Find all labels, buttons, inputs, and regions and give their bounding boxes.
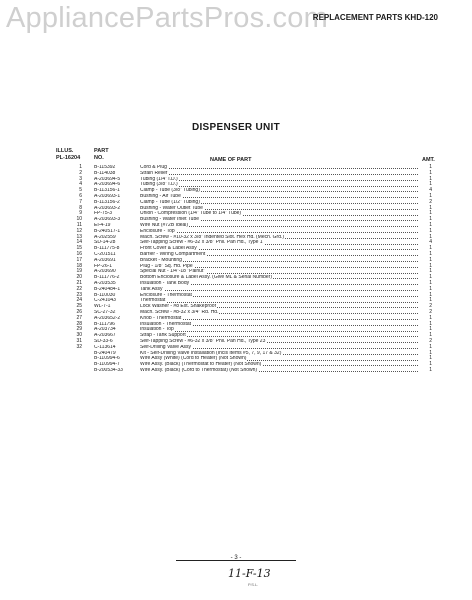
- part-name-text: Wire Assy. (Black) (Thermostat to Heater) (Not Shown): [140, 362, 262, 368]
- illus-number: [62, 368, 94, 374]
- part-number: A-203694-6: [94, 182, 121, 188]
- part-amount: 1: [429, 256, 432, 263]
- part-name-text: Clamp - Tube (1/2" Tubing): [140, 199, 200, 205]
- illus-number: 24: [76, 297, 82, 304]
- part-amount: 1: [429, 204, 432, 211]
- part-name-text: Self-Tapping Screw - #6-32 x 3/8" Phil. Pan Hd., Type 1: [140, 240, 263, 246]
- part-amount: 1: [429, 366, 432, 373]
- part-name-text: Enclosure - Thermostat: [140, 292, 192, 298]
- part-amount: 1: [429, 332, 432, 339]
- part-name: [140, 368, 418, 374]
- column-header-name: NAME OF PART: [210, 157, 252, 163]
- illus-number: 22: [76, 285, 82, 292]
- part-amount: 2: [429, 308, 432, 315]
- part-number: C-113614: [94, 344, 116, 350]
- part-name-text: Thermostat: [140, 298, 166, 304]
- handwritten-note: 11-F-13: [228, 567, 271, 580]
- illus-number: 13: [76, 233, 82, 240]
- part-number: B-110030: [94, 292, 116, 298]
- illus-number: 27: [76, 314, 82, 321]
- part-number: SD-14-28: [94, 240, 116, 246]
- part-amount: 1: [429, 326, 432, 333]
- part-number: FP-26-1: [94, 263, 113, 269]
- page-number: - 3 -: [230, 555, 242, 561]
- part-name-text: Enclosure - Top: [140, 228, 175, 234]
- part-number: A-203693-2: [94, 205, 121, 211]
- part-name-text: Tank Assy: [140, 286, 163, 292]
- part-name-text: Bottom Enclosure & Label Assy. (Give ML & Serial Number): [140, 275, 272, 281]
- illus-number: 21: [76, 279, 82, 286]
- part-number: B-113156-1: [94, 188, 120, 194]
- part-amount: 1: [429, 285, 432, 292]
- footnote-text: P.S.L.: [248, 582, 259, 587]
- part-amount: 1: [429, 349, 432, 356]
- part-name-text: Mach. Screw - #10-32 x 3/8" Indented Slot. Hex Hd. (Mech. Grd.): [140, 234, 285, 240]
- part-name-text: Self-Drilling Valve Assy: [140, 344, 192, 350]
- part-number: SD-33-6: [94, 338, 113, 344]
- illus-number: 19: [76, 268, 82, 275]
- part-number: B-240479: [94, 350, 116, 356]
- part-amount: 1: [429, 245, 432, 252]
- illus-number: 10: [76, 216, 82, 223]
- part-name-text: Insulation - Tank Body: [140, 280, 190, 286]
- part-name-text: Bracket - Mounting: [140, 257, 182, 263]
- illus-number: 2: [79, 169, 82, 176]
- illus-number: 6: [79, 192, 82, 199]
- part-name-text: Lock Washer - #8 Ext. Shakeproof: [140, 304, 216, 310]
- part-number: WL-7-1: [94, 304, 111, 310]
- part-number: B-111776-2: [94, 275, 120, 281]
- part-number: B-111796: [94, 321, 115, 327]
- part-number: A-203691: [94, 257, 116, 263]
- part-number: FP-75-3: [94, 211, 113, 217]
- part-amount: 1: [429, 250, 432, 257]
- illus-number: 23: [76, 291, 82, 298]
- illus-number: 3: [79, 175, 82, 182]
- part-number: B-114038: [94, 170, 116, 176]
- part-number: C-241043: [94, 298, 116, 304]
- part-amount: 1: [429, 164, 432, 170]
- part-name-text: Self-Tapping Screw - #6-32 x 3/8" Phil. Pan Hd., Type 23: [140, 338, 266, 344]
- illus-number: 4: [79, 181, 82, 188]
- part-name-text: Tubing (1/4" I.D.): [140, 176, 178, 182]
- part-amount: 1: [429, 314, 432, 321]
- part-amount: 1: [429, 233, 432, 240]
- part-name-text: Strap - Tank Support: [140, 333, 186, 339]
- illus-number: 29: [76, 326, 82, 333]
- part-amount: 4: [429, 187, 432, 194]
- part-amount: 1: [429, 227, 432, 234]
- part-name-text: Insulation - Thermostat: [140, 321, 192, 327]
- illus-header-line2: PL-16204: [56, 154, 81, 161]
- column-header-amount: AMT.: [422, 157, 435, 163]
- part-number: A-203690: [94, 269, 116, 275]
- illus-number: 25: [76, 303, 82, 310]
- part-number: B-200534-33: [94, 367, 123, 373]
- part-number: C-201511: [94, 251, 116, 257]
- part-name-text: Front Cover & Label Assy: [140, 246, 197, 252]
- part-number: A-203693-1: [94, 193, 121, 199]
- part-name-text: Bushing - Water Outlet Tube: [140, 205, 203, 211]
- part-amount: 1: [429, 169, 432, 176]
- part-name-text: Wire Assy (White) (Cord to Heater) (Not Shown): [140, 356, 247, 362]
- illus-number: 14: [76, 239, 82, 246]
- part-name-text: Tubing (3/8" I.D.): [140, 182, 178, 188]
- illus-number: 17: [76, 256, 82, 263]
- site-watermark: AppliancePartsPros.com: [6, 2, 328, 34]
- part-name-text: Strain Relief: [140, 170, 168, 176]
- illus-number: 5: [79, 187, 82, 194]
- illus-number: 18: [76, 262, 82, 269]
- part-number: A-203667: [94, 333, 116, 339]
- illus-number: 32: [76, 343, 82, 350]
- part-amount: 1: [429, 181, 432, 188]
- part-number: EI-4-19: [94, 222, 111, 228]
- part-name-text: Wire Assy. (Black) (Cord to Thermostat) (Not Shown): [140, 367, 258, 373]
- part-name-text: Plug - 1/8" Sq. Hd. Pipe: [140, 263, 193, 269]
- parts-row: [62, 368, 432, 374]
- illus-number: 11: [76, 221, 82, 228]
- part-amount: 4: [429, 239, 432, 246]
- part-amount: 1: [429, 175, 432, 182]
- part-number: B-111775-8: [94, 246, 120, 252]
- part-amount: 1: [429, 192, 432, 199]
- part-amount: 1: [429, 279, 432, 286]
- part-number: B-110994-6: [94, 356, 120, 362]
- column-header-illus: [56, 148, 80, 161]
- part-amount: 1: [429, 297, 432, 304]
- illus-number: 8: [79, 204, 82, 211]
- part-name-text: Knob - Thermostat: [140, 315, 182, 321]
- illus-number: 15: [76, 245, 82, 252]
- illus-number: 20: [76, 274, 82, 281]
- part-number: B-115392: [94, 165, 116, 170]
- part-amount: 1: [429, 221, 432, 228]
- parts-list: [62, 165, 432, 374]
- part-name-text: Clamp - Tube (3/8" Tubing): [140, 188, 200, 194]
- part-amount: 1: [429, 262, 432, 269]
- part-amount: 2: [429, 303, 432, 310]
- illus-number: 7: [79, 198, 82, 205]
- part-header-line1: PART: [94, 148, 109, 154]
- illus-number: 28: [76, 320, 82, 327]
- illus-number: 1: [79, 164, 82, 170]
- part-number: A-203693-3: [94, 217, 121, 223]
- document-header: REPLACEMENT PARTS KHD-120: [312, 13, 438, 22]
- part-number: B-110994-7: [94, 362, 120, 368]
- part-name-text: Wire Nut (#72B Ideal): [140, 222, 189, 228]
- part-name-text: Insulation - Top: [140, 327, 174, 333]
- part-number: A-203535: [94, 280, 116, 286]
- part-name-text: Special Nut - 1/4"-18 "Palnut": [140, 269, 206, 275]
- part-name-text: Bushing - Water Inlet Tube: [140, 217, 200, 223]
- part-header-line2: NO.: [94, 154, 104, 161]
- part-name-text: Union - Compression (1/4" Tube to 1/4" Tube): [140, 211, 242, 217]
- illus-number: 31: [76, 337, 82, 344]
- illus-number: 16: [76, 250, 82, 257]
- part-name-text: Cord & Plug: [140, 165, 167, 170]
- part-amount: 1: [429, 216, 432, 223]
- part-amount: 1: [429, 291, 432, 298]
- part-amount: 1: [429, 268, 432, 275]
- part-name-text: Kit - Self-Drilling Valve Installation (Incls Items #5, 7, 9, 17 & 32): [140, 350, 282, 356]
- illus-number: 26: [76, 308, 82, 315]
- page-divider: [176, 560, 296, 561]
- part-amount: 1: [429, 361, 432, 368]
- part-number: A-203652-2: [94, 315, 121, 321]
- column-header-part: [94, 148, 109, 161]
- illus-number: 12: [76, 227, 82, 234]
- section-title: DISPENSER UNIT: [191, 122, 281, 133]
- part-amount: 1: [429, 320, 432, 327]
- part-number: B-113156-2: [94, 199, 120, 205]
- part-number: A-202559: [94, 234, 116, 240]
- part-name-text: Mach. Screw - #8-32 x 3/4" Rd. Hd.: [140, 309, 219, 315]
- part-amount: 1: [429, 343, 432, 350]
- part-amount: 1: [429, 355, 432, 362]
- illus-number: 9: [79, 210, 82, 217]
- part-number: B-240484-1: [94, 286, 121, 292]
- part-name-text: Bushing - Air Tube: [140, 193, 181, 199]
- illus-header-line1: ILLUS.: [56, 148, 74, 154]
- illus-number: 30: [76, 332, 82, 339]
- part-amount: 1: [429, 210, 432, 217]
- part-number: A-203734: [94, 327, 116, 333]
- part-number: A-203694-5: [94, 176, 121, 182]
- part-amount: 1: [429, 274, 432, 281]
- part-number: SC-27-32: [94, 309, 116, 315]
- part-amount: 2: [429, 337, 432, 344]
- part-number: B-240517-1: [94, 228, 121, 234]
- part-amount: 2: [429, 198, 432, 205]
- part-name-text: Barrier - Wiring Compartment: [140, 251, 206, 257]
